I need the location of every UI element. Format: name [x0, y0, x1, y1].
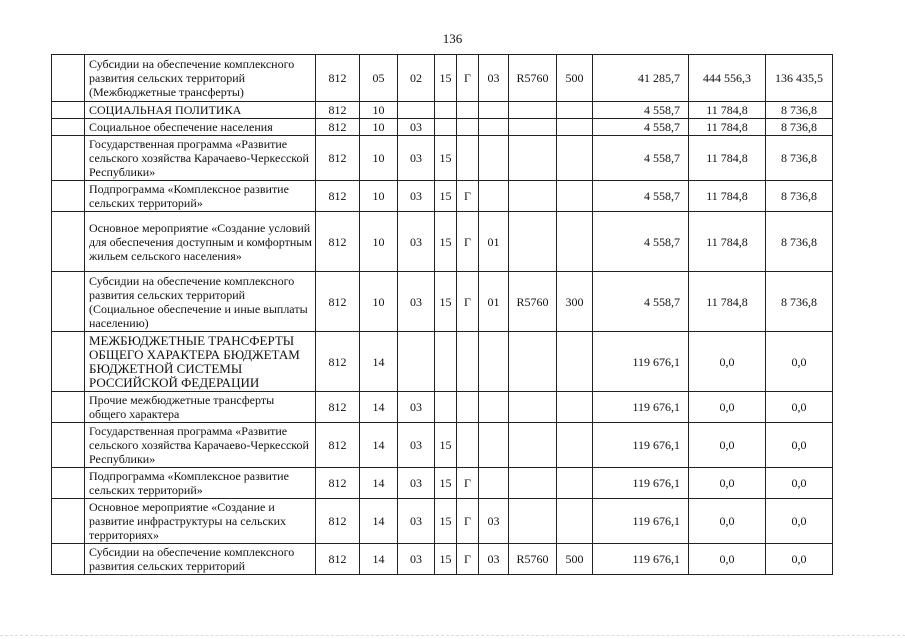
- section-code: 14: [360, 544, 398, 575]
- table-row: [52, 119, 833, 136]
- subsection-code: [398, 332, 435, 392]
- amount-year-2: 0,0: [689, 423, 766, 468]
- amount-year-2: 11 784,8: [689, 136, 766, 181]
- target-code-measure: [479, 102, 509, 119]
- target-code-measure: [479, 392, 509, 423]
- section-code: 14: [360, 332, 398, 392]
- target-code-measure: [479, 181, 509, 212]
- subsection-code: [398, 102, 435, 119]
- row-name: МЕЖБЮДЖЕТНЫЕ ТРАНСФЕРТЫ ОБЩЕГО ХАРАКТЕРА БЮДЖЕТАМ БЮДЖЕТНОЙ СИСТЕМЫ РОССИЙСКОЙ ФЕДЕРАЦИИ: [85, 332, 316, 392]
- amount-year-1: 4 558,7: [593, 102, 689, 119]
- amount-year-2: 0,0: [689, 499, 766, 544]
- target-code-subprogram: [457, 392, 479, 423]
- amount-year-1: 4 558,7: [593, 272, 689, 332]
- target-code-measure: 03: [479, 55, 509, 102]
- row-name: Основное мероприятие «Создание условий для обеспечения доступным и комфортным жильем сельского населения»: [85, 212, 316, 272]
- table-row: [52, 499, 833, 544]
- amount-year-1: 41 285,7: [593, 55, 689, 102]
- target-code-direction: [509, 136, 557, 181]
- ved-code: 812: [316, 332, 360, 392]
- section-code: 10: [360, 212, 398, 272]
- target-code-program: [435, 119, 457, 136]
- table-row: [52, 55, 833, 102]
- table-row: [52, 332, 833, 392]
- target-code-measure: [479, 423, 509, 468]
- subsection-code: 03: [398, 136, 435, 181]
- target-code-direction: R5760: [509, 55, 557, 102]
- table-row: [52, 544, 833, 575]
- amount-year-2: 0,0: [689, 392, 766, 423]
- target-code-subprogram: [457, 119, 479, 136]
- ved-code: 812: [316, 212, 360, 272]
- subsection-code: 03: [398, 392, 435, 423]
- subsection-code: 03: [398, 468, 435, 499]
- amount-year-3: 8 736,8: [766, 136, 833, 181]
- amount-year-3: 0,0: [766, 499, 833, 544]
- row-name: Подпрограмма «Комплексное развитие сельских территорий»: [85, 468, 316, 499]
- amount-year-2: 0,0: [689, 332, 766, 392]
- amount-year-3: 8 736,8: [766, 181, 833, 212]
- amount-year-3: 0,0: [766, 332, 833, 392]
- row-name: Прочие межбюджетные трансферты общего характера: [85, 392, 316, 423]
- amount-year-1: 4 558,7: [593, 181, 689, 212]
- target-code-measure: 01: [479, 212, 509, 272]
- amount-year-1: 119 676,1: [593, 392, 689, 423]
- amount-year-2: 11 784,8: [689, 272, 766, 332]
- amount-year-1: 4 558,7: [593, 136, 689, 181]
- amount-year-2: 11 784,8: [689, 212, 766, 272]
- amount-year-1: 119 676,1: [593, 499, 689, 544]
- expense-type-code: 500: [557, 544, 593, 575]
- section-code: 14: [360, 423, 398, 468]
- blank-cell: [52, 119, 85, 136]
- subsection-code: 03: [398, 181, 435, 212]
- ved-code: 812: [316, 55, 360, 102]
- expense-type-code: [557, 332, 593, 392]
- ved-code: 812: [316, 423, 360, 468]
- target-code-direction: [509, 181, 557, 212]
- budget-table: [51, 54, 833, 575]
- row-name: Государственная программа «Развитие сельского хозяйства Карачаево-Черкесской Республики»: [85, 136, 316, 181]
- target-code-program: [435, 102, 457, 119]
- ved-code: 812: [316, 499, 360, 544]
- amount-year-3: 8 736,8: [766, 272, 833, 332]
- amount-year-1: 119 676,1: [593, 332, 689, 392]
- expense-type-code: [557, 423, 593, 468]
- amount-year-1: 4 558,7: [593, 119, 689, 136]
- expense-type-code: 300: [557, 272, 593, 332]
- table-row: [52, 272, 833, 332]
- ved-code: 812: [316, 544, 360, 575]
- table-row: [52, 392, 833, 423]
- expense-type-code: [557, 392, 593, 423]
- subsection-code: 03: [398, 423, 435, 468]
- blank-cell: [52, 55, 85, 102]
- target-code-measure: 03: [479, 499, 509, 544]
- scan-edge-line: [0, 635, 905, 636]
- target-code-direction: [509, 212, 557, 272]
- target-code-program: 15: [435, 212, 457, 272]
- target-code-direction: [509, 392, 557, 423]
- row-name: Субсидии на обеспечение комплексного развития сельских территорий (Межбюджетные трансферты): [85, 55, 316, 102]
- section-code: 10: [360, 136, 398, 181]
- target-code-subprogram: Г: [457, 499, 479, 544]
- expense-type-code: [557, 181, 593, 212]
- row-name: Государственная программа «Развитие сельского хозяйства Карачаево-Черкесской Республики»: [85, 423, 316, 468]
- section-code: 14: [360, 392, 398, 423]
- row-name: Субсидии на обеспечение комплексного развития сельских территорий (Социальное обеспечение и иные выплаты населению): [85, 272, 316, 332]
- target-code-direction: R5760: [509, 544, 557, 575]
- target-code-subprogram: Г: [457, 55, 479, 102]
- blank-cell: [52, 136, 85, 181]
- target-code-program: [435, 332, 457, 392]
- blank-cell: [52, 392, 85, 423]
- target-code-program: 15: [435, 181, 457, 212]
- blank-cell: [52, 468, 85, 499]
- amount-year-3: 0,0: [766, 468, 833, 499]
- page-number: 136: [442, 31, 463, 46]
- subsection-code: 03: [398, 212, 435, 272]
- row-name: СОЦИАЛЬНАЯ ПОЛИТИКА: [85, 102, 316, 119]
- target-code-subprogram: [457, 423, 479, 468]
- subsection-code: 03: [398, 499, 435, 544]
- table-row: [52, 181, 833, 212]
- ved-code: 812: [316, 181, 360, 212]
- table-row: [52, 136, 833, 181]
- expense-type-code: [557, 102, 593, 119]
- target-code-direction: [509, 332, 557, 392]
- target-code-direction: [509, 499, 557, 544]
- target-code-direction: [509, 468, 557, 499]
- blank-cell: [52, 212, 85, 272]
- amount-year-1: 119 676,1: [593, 544, 689, 575]
- subsection-code: 03: [398, 119, 435, 136]
- target-code-subprogram: [457, 332, 479, 392]
- row-name: Основное мероприятие «Создание и развитие инфраструктуры на сельских территориях»: [85, 499, 316, 544]
- target-code-program: 15: [435, 499, 457, 544]
- section-code: 14: [360, 468, 398, 499]
- target-code-subprogram: Г: [457, 272, 479, 332]
- amount-year-3: 0,0: [766, 544, 833, 575]
- subsection-code: 03: [398, 272, 435, 332]
- amount-year-2: 0,0: [689, 544, 766, 575]
- blank-cell: [52, 544, 85, 575]
- amount-year-3: 0,0: [766, 423, 833, 468]
- target-code-measure: 01: [479, 272, 509, 332]
- target-code-subprogram: [457, 136, 479, 181]
- blank-cell: [52, 332, 85, 392]
- amount-year-1: 119 676,1: [593, 423, 689, 468]
- amount-year-2: 11 784,8: [689, 119, 766, 136]
- amount-year-3: 136 435,5: [766, 55, 833, 102]
- ved-code: 812: [316, 468, 360, 499]
- target-code-program: 15: [435, 423, 457, 468]
- amount-year-2: 444 556,3: [689, 55, 766, 102]
- target-code-direction: [509, 423, 557, 468]
- amount-year-1: 119 676,1: [593, 468, 689, 499]
- table-row: [52, 468, 833, 499]
- amount-year-2: 0,0: [689, 468, 766, 499]
- row-name: Подпрограмма «Комплексное развитие сельских территорий»: [85, 181, 316, 212]
- amount-year-3: 8 736,8: [766, 119, 833, 136]
- target-code-program: [435, 392, 457, 423]
- subsection-code: 03: [398, 544, 435, 575]
- blank-cell: [52, 102, 85, 119]
- target-code-measure: [479, 119, 509, 136]
- target-code-measure: 03: [479, 544, 509, 575]
- target-code-program: 15: [435, 136, 457, 181]
- target-code-subprogram: Г: [457, 212, 479, 272]
- amount-year-2: 11 784,8: [689, 102, 766, 119]
- section-code: 14: [360, 499, 398, 544]
- section-code: 10: [360, 119, 398, 136]
- table-row: [52, 423, 833, 468]
- expense-type-code: [557, 468, 593, 499]
- blank-cell: [52, 423, 85, 468]
- target-code-measure: [479, 136, 509, 181]
- target-code-subprogram: Г: [457, 181, 479, 212]
- amount-year-2: 11 784,8: [689, 181, 766, 212]
- target-code-direction: [509, 119, 557, 136]
- blank-cell: [52, 181, 85, 212]
- expense-type-code: [557, 212, 593, 272]
- row-name: Субсидии на обеспечение комплексного развития сельских территорий: [85, 544, 316, 575]
- target-code-program: 15: [435, 55, 457, 102]
- amount-year-3: 0,0: [766, 392, 833, 423]
- expense-type-code: [557, 136, 593, 181]
- row-name: Социальное обеспечение населения: [85, 119, 316, 136]
- expense-type-code: [557, 499, 593, 544]
- ved-code: 812: [316, 136, 360, 181]
- amount-year-3: 8 736,8: [766, 102, 833, 119]
- target-code-program: 15: [435, 272, 457, 332]
- table-row: [52, 212, 833, 272]
- blank-cell: [52, 499, 85, 544]
- ved-code: 812: [316, 102, 360, 119]
- target-code-program: 15: [435, 468, 457, 499]
- section-code: 10: [360, 102, 398, 119]
- target-code-direction: [509, 102, 557, 119]
- target-code-program: 15: [435, 544, 457, 575]
- target-code-subprogram: Г: [457, 544, 479, 575]
- blank-cell: [52, 272, 85, 332]
- ved-code: 812: [316, 392, 360, 423]
- target-code-measure: [479, 468, 509, 499]
- amount-year-1: 4 558,7: [593, 212, 689, 272]
- expense-type-code: [557, 119, 593, 136]
- subsection-code: 02: [398, 55, 435, 102]
- section-code: 10: [360, 272, 398, 332]
- ved-code: 812: [316, 119, 360, 136]
- table-row: [52, 102, 833, 119]
- ved-code: 812: [316, 272, 360, 332]
- section-code: 10: [360, 181, 398, 212]
- amount-year-3: 8 736,8: [766, 212, 833, 272]
- target-code-subprogram: Г: [457, 468, 479, 499]
- section-code: 05: [360, 55, 398, 102]
- target-code-direction: R5760: [509, 272, 557, 332]
- target-code-measure: [479, 332, 509, 392]
- expense-type-code: 500: [557, 55, 593, 102]
- target-code-subprogram: [457, 102, 479, 119]
